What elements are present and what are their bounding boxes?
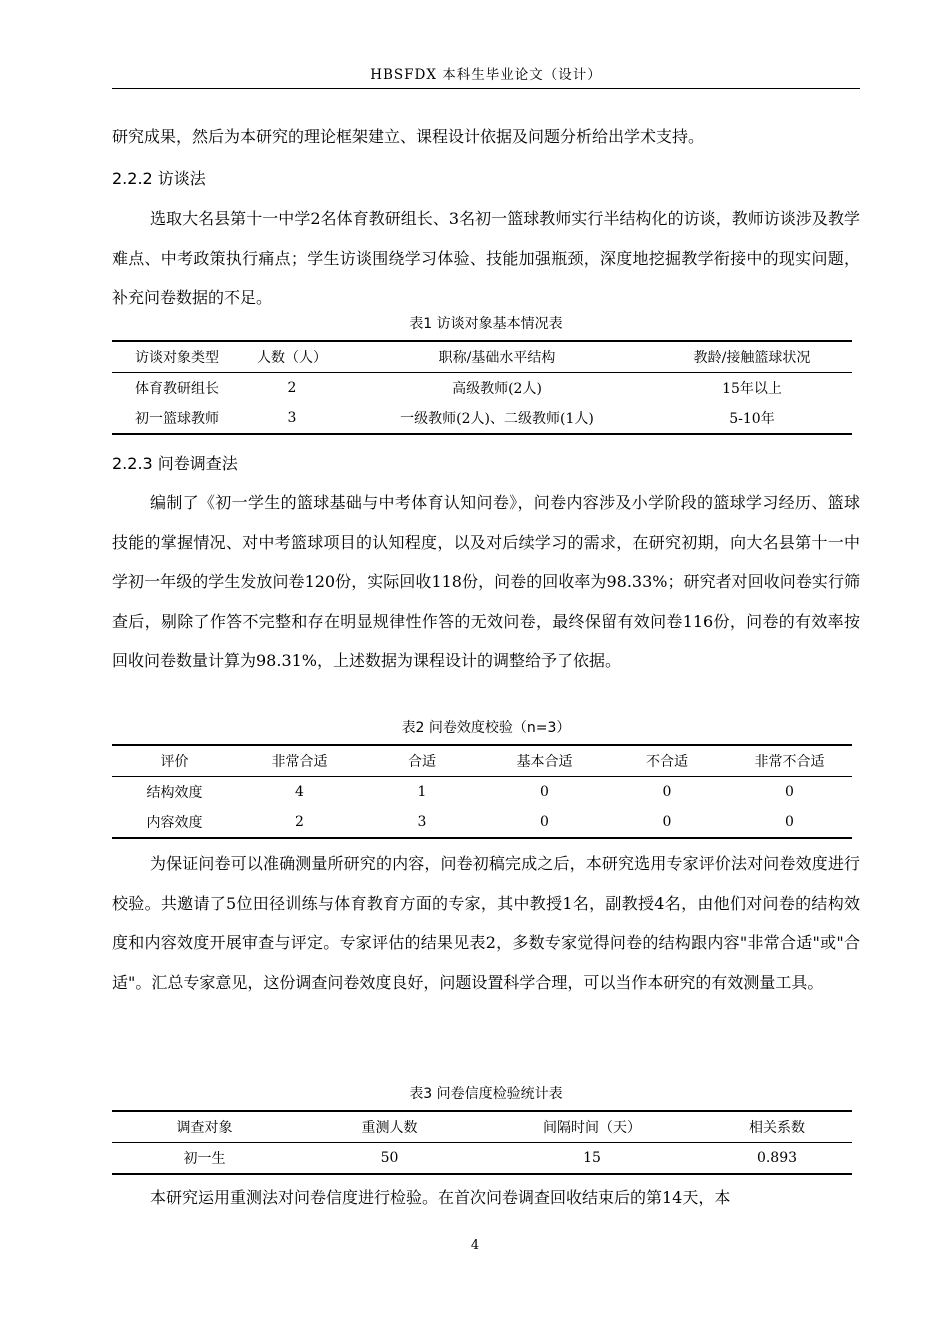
table-header-cell: 教龄/接触篮球状况 <box>652 341 852 373</box>
table-header-cell: 非常合适 <box>237 745 362 777</box>
table2-caption: 表2 问卷效度校验（n=3） <box>401 720 571 736</box>
table-row <box>112 373 852 404</box>
page-number: 4 <box>470 1238 480 1253</box>
table3-caption: 表3 问卷信度检验统计表 <box>409 1086 563 1102</box>
table-cell: 5-10年 <box>729 411 775 427</box>
table-cell: 0 <box>785 814 794 830</box>
table-cell: 0 <box>540 784 549 800</box>
table-header-cell: 评价 <box>112 745 237 777</box>
table-cell: 初一生 <box>183 1151 226 1167</box>
table-header-cell: 非常不合适 <box>727 745 852 777</box>
table-cell: 1 <box>417 784 427 800</box>
table-cell: 0 <box>540 814 549 830</box>
table-cell: 4 <box>295 784 304 800</box>
interview-paragraph: 选取大名县第十一中学2名体育教研组长、3名初一篮球教师实行半结构化的访谈，教师访谈涉及教学难点、中考政策执行痛点；学生访谈围绕学习体验、技能加强瓶颈，深度地挖掘教学衔接中的现实问题，补充问卷数据的不足。 <box>112 209 860 307</box>
table-header-row <box>112 745 852 777</box>
table2-validity <box>112 744 852 839</box>
table-cell: 0.893 <box>756 1150 798 1166</box>
section-heading-questionnaire: 2.2.3 问卷调查法 <box>112 454 238 473</box>
table-header-cell: 合适 <box>362 745 482 777</box>
intro-paragraph: 研究成果，然后为本研究的理论框架建立、课程设计依据及问题分析给出学术支持。 <box>112 127 705 146</box>
table-cell: 2 <box>295 814 304 830</box>
reliability-paragraph: 本研究运用重测法对问卷信度进行检验。在首次问卷调查回收结束后的第14天，本 <box>150 1188 731 1207</box>
table-cell: 15年以上 <box>722 381 782 397</box>
table-header-cell: 相关系数 <box>702 1111 852 1143</box>
table-row <box>112 777 852 808</box>
table1-caption: 表1 访谈对象基本情况表 <box>409 316 563 332</box>
table-header-row <box>112 1111 852 1143</box>
table-cell: 2 <box>287 380 297 396</box>
table-cell: 初一篮球教师 <box>135 411 219 427</box>
table-header-cell: 访谈对象类型 <box>112 341 242 373</box>
table-cell: 3 <box>287 410 297 426</box>
table-header-cell: 不合适 <box>607 745 727 777</box>
table-cell: 3 <box>417 814 427 830</box>
table-header-cell: 调查对象 <box>112 1111 297 1143</box>
table-header-cell: 人数（人） <box>242 341 342 373</box>
table-row <box>112 1143 852 1175</box>
table-cell: 0 <box>785 784 794 800</box>
section-heading-interview: 2.2.2 访谈法 <box>112 169 206 188</box>
table-row <box>112 403 852 434</box>
table-header-cell: 职称/基础水平结构 <box>342 341 652 373</box>
table-cell: 50 <box>380 1150 399 1166</box>
table-cell: 结构效度 <box>146 785 203 801</box>
page-header: HBSFDX 本科生毕业论文（设计） <box>112 64 860 89</box>
table-header-cell: 间隔时间（天） <box>482 1111 702 1143</box>
table3-reliability <box>112 1110 852 1175</box>
table-header-row <box>112 341 852 373</box>
table1-interviewees <box>112 340 852 435</box>
table-cell: 内容效度 <box>146 815 203 831</box>
validity-paragraph: 为保证问卷可以准确测量所研究的内容，问卷初稿完成之后，本研究选用专家评价法对问卷效度进行校验。共邀请了5位田径训练与体育教育方面的专家，其中教授1名，副教授4名，由他们对问卷的结构效度和内容效度开展审查与评定。专家评估的结果见表2，多数专家觉得问卷的结构跟内容"非常合适"或"合适"。汇总专家意见，这份调查问卷效度良好，问题设置科学合理，可以当作本研究的有效测量工具。 <box>112 854 860 992</box>
table-row <box>112 807 852 838</box>
table-cell: 0 <box>662 814 672 830</box>
table-cell: 一级教师(2人)、二级教师(1人) <box>400 411 594 427</box>
table-cell: 15 <box>583 1150 601 1166</box>
table-header-cell: 基本合适 <box>482 745 607 777</box>
table-cell: 高级教师(2人) <box>452 381 542 397</box>
table-header-cell: 重测人数 <box>297 1111 482 1143</box>
questionnaire-paragraph: 编制了《初一学生的篮球基础与中考体育认知问卷》，问卷内容涉及小学阶段的篮球学习经历、篮球技能的掌握情况、对中考篮球项目的认知程度，以及对后续学习的需求，在研究初期，向大名县第十一中学初一年级的学生发放问卷120份，实际回收118份，问卷的回收率为98.33%；研究者对回收问卷实行筛查后，剔除了作答不完整和存在明显规律性作答的无效问卷，最终保留有效问卷116份，问卷的有效率按回收问卷数量计算为98.31%，上述数据为课程设计的调整给予了依据。 <box>112 493 860 670</box>
table-cell: 0 <box>662 784 672 800</box>
table-cell: 体育教研组长 <box>135 381 219 397</box>
